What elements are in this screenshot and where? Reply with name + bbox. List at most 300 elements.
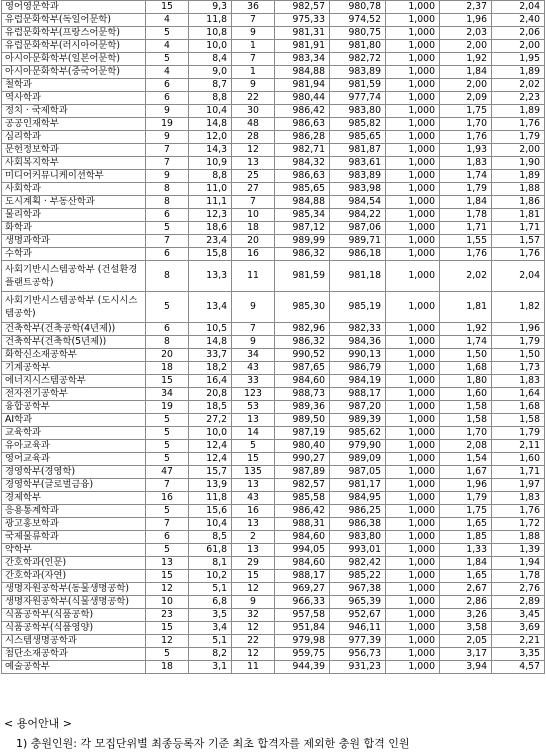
- cell-value: 7: [232, 14, 275, 27]
- cell-department: 화학과: [2, 222, 146, 235]
- cell-value: 2,09: [440, 92, 492, 105]
- cell-department: 사회기반시스템공학부 (건설환경플랜트공학): [2, 261, 146, 292]
- cell-value: 33: [232, 375, 275, 388]
- cell-value: 1,000: [386, 570, 440, 583]
- cell-value: 14,8: [189, 118, 232, 131]
- cell-department: 약학부: [2, 544, 146, 557]
- cell-value: 981,31: [275, 27, 330, 40]
- cell-value: 1,58: [440, 414, 492, 427]
- cell-value: 2,37: [440, 1, 492, 14]
- cell-value: 989,09: [330, 453, 386, 466]
- cell-value: 1,74: [440, 336, 492, 349]
- cell-value: 1,65: [440, 570, 492, 583]
- cell-value: 1,97: [492, 479, 545, 492]
- cell-value: 5: [146, 505, 189, 518]
- cell-value: 1,000: [386, 609, 440, 622]
- cell-value: 3,5: [189, 609, 232, 622]
- cell-value: 6: [146, 209, 189, 222]
- cell-value: 1,000: [386, 14, 440, 27]
- cell-value: 10,2: [189, 570, 232, 583]
- cell-value: 1,76: [492, 505, 545, 518]
- cell-value: 14: [232, 427, 275, 440]
- cell-value: 984,88: [275, 66, 330, 79]
- cell-value: 985,19: [330, 292, 386, 323]
- cell-value: 2,76: [492, 583, 545, 596]
- cell-value: 48: [232, 118, 275, 131]
- cell-value: 25: [232, 170, 275, 183]
- table-row: [2, 531, 545, 544]
- cell-value: 8,5: [189, 531, 232, 544]
- cell-value: 981,80: [330, 40, 386, 53]
- table-row: [2, 248, 545, 261]
- cell-value: 1,96: [492, 323, 545, 336]
- table-row: [2, 14, 545, 27]
- cell-value: 987,06: [330, 222, 386, 235]
- cell-value: 1,50: [492, 349, 545, 362]
- cell-value: 956,73: [330, 648, 386, 661]
- cell-value: 15: [146, 1, 189, 14]
- cell-value: 1,000: [386, 440, 440, 453]
- cell-value: 12: [232, 622, 275, 635]
- cell-value: 10,4: [189, 518, 232, 531]
- cell-department: 유럽문화학부(독일어문학): [2, 14, 146, 27]
- cell-value: 1,000: [386, 92, 440, 105]
- cell-value: 986,25: [330, 505, 386, 518]
- cell-value: 3,26: [440, 609, 492, 622]
- cell-value: 3,58: [440, 622, 492, 635]
- cell-value: 1,57: [492, 235, 545, 248]
- cell-value: 1,78: [492, 570, 545, 583]
- cell-value: 13,4: [189, 292, 232, 323]
- cell-value: 2,00: [492, 144, 545, 157]
- cell-value: 12,0: [189, 131, 232, 144]
- cell-value: 1,79: [440, 183, 492, 196]
- cell-value: 983,80: [330, 531, 386, 544]
- table-row: [2, 105, 545, 118]
- cell-value: 988,31: [275, 518, 330, 531]
- cell-value: 2,67: [440, 583, 492, 596]
- cell-value: 13: [232, 414, 275, 427]
- cell-value: 8,4: [189, 53, 232, 66]
- cell-value: 10,9: [189, 157, 232, 170]
- cell-department: 유럽문화학부(러시아어문학): [2, 40, 146, 53]
- cell-value: 13,3: [189, 261, 232, 292]
- cell-value: 986,42: [275, 505, 330, 518]
- table-row: [2, 183, 545, 196]
- cell-value: 1,72: [492, 518, 545, 531]
- cell-value: 974,52: [330, 14, 386, 27]
- cell-value: 966,33: [275, 596, 330, 609]
- table-row: [2, 362, 545, 375]
- cell-value: 1,33: [440, 544, 492, 557]
- cell-value: 1,70: [440, 118, 492, 131]
- cell-department: 생명자원공학부(동물생명공학): [2, 583, 146, 596]
- cell-value: 988,17: [275, 570, 330, 583]
- cell-value: 1,55: [440, 235, 492, 248]
- table-row: [2, 323, 545, 336]
- cell-value: 988,73: [275, 388, 330, 401]
- table-row: [2, 440, 545, 453]
- cell-value: 1,60: [440, 388, 492, 401]
- cell-value: 5: [146, 292, 189, 323]
- cell-department: 철학과: [2, 79, 146, 92]
- cell-value: 984,60: [275, 557, 330, 570]
- cell-department: 응용통계학과: [2, 505, 146, 518]
- table-row: [2, 518, 545, 531]
- cell-value: 18: [232, 222, 275, 235]
- cell-value: 15: [232, 453, 275, 466]
- cell-value: 985,30: [275, 292, 330, 323]
- cell-value: 7: [232, 53, 275, 66]
- cell-value: 34: [146, 388, 189, 401]
- cell-value: 1,000: [386, 622, 440, 635]
- cell-value: 1,89: [492, 170, 545, 183]
- cell-department: 광고홍보학과: [2, 518, 146, 531]
- cell-value: 1,76: [492, 118, 545, 131]
- cell-department: 공공인재학부: [2, 118, 146, 131]
- cell-value: 1,85: [440, 531, 492, 544]
- cell-value: 10: [232, 209, 275, 222]
- cell-value: 3,45: [492, 609, 545, 622]
- cell-department: 사회학과: [2, 183, 146, 196]
- cell-value: 18: [146, 661, 189, 674]
- cell-department: 에너지시스템공학부: [2, 375, 146, 388]
- cell-value: 987,19: [275, 427, 330, 440]
- cell-value: 6: [146, 323, 189, 336]
- cell-value: 12: [146, 583, 189, 596]
- cell-value: 1,54: [440, 453, 492, 466]
- cell-value: 1,000: [386, 557, 440, 570]
- cell-value: 36: [232, 1, 275, 14]
- table-row: [2, 453, 545, 466]
- cell-value: 985,82: [330, 118, 386, 131]
- cell-value: 1,000: [386, 427, 440, 440]
- cell-value: 2,05: [440, 635, 492, 648]
- cell-value: 27,2: [189, 414, 232, 427]
- cell-value: 19: [146, 401, 189, 414]
- cell-value: 135: [232, 466, 275, 479]
- cell-department: 경제학부: [2, 492, 146, 505]
- cell-value: 1,60: [492, 453, 545, 466]
- cell-value: 984,60: [275, 531, 330, 544]
- cell-value: 931,23: [330, 661, 386, 674]
- cell-value: 1,96: [440, 479, 492, 492]
- cell-value: 1,000: [386, 336, 440, 349]
- cell-value: 987,65: [275, 362, 330, 375]
- cell-department: 심리학과: [2, 131, 146, 144]
- cell-value: 28: [232, 131, 275, 144]
- cell-value: 5,1: [189, 635, 232, 648]
- cell-value: 33,7: [189, 349, 232, 362]
- cell-value: 986,79: [330, 362, 386, 375]
- cell-value: 989,99: [275, 235, 330, 248]
- cell-value: 1,000: [386, 105, 440, 118]
- cell-value: 9: [232, 336, 275, 349]
- cell-value: 1,000: [386, 492, 440, 505]
- cell-value: 9: [146, 170, 189, 183]
- cell-value: 1,88: [492, 183, 545, 196]
- cell-value: 982,71: [275, 144, 330, 157]
- cell-department: 아시아문화학부(일본어문학): [2, 53, 146, 66]
- table-row: [2, 66, 545, 79]
- cell-value: 1,50: [440, 349, 492, 362]
- cell-value: 984,22: [330, 209, 386, 222]
- cell-value: 984,32: [275, 157, 330, 170]
- cell-value: 10: [146, 596, 189, 609]
- cell-value: 5: [232, 440, 275, 453]
- cell-value: 10,4: [189, 105, 232, 118]
- cell-value: 18: [146, 362, 189, 375]
- cell-value: 1,82: [492, 292, 545, 323]
- cell-value: 13,9: [189, 479, 232, 492]
- table-row: [2, 466, 545, 479]
- cell-value: 18,6: [189, 222, 232, 235]
- cell-value: 946,11: [330, 622, 386, 635]
- table-row: [2, 609, 545, 622]
- cell-value: 986,38: [330, 518, 386, 531]
- cell-value: 1,000: [386, 544, 440, 557]
- table-row: [2, 479, 545, 492]
- cell-value: 979,90: [330, 440, 386, 453]
- table-row: [2, 583, 545, 596]
- cell-value: 1,000: [386, 635, 440, 648]
- cell-value: 980,40: [275, 440, 330, 453]
- cell-value: 1,000: [386, 170, 440, 183]
- cell-value: 1,76: [440, 248, 492, 261]
- cell-value: 27: [232, 183, 275, 196]
- cell-department: 첨단소재공학과: [2, 648, 146, 661]
- cell-value: 7: [146, 144, 189, 157]
- cell-department: 국제물류학과: [2, 531, 146, 544]
- cell-value: 1,84: [440, 66, 492, 79]
- cell-value: 18,5: [189, 401, 232, 414]
- cell-value: 1,000: [386, 209, 440, 222]
- cell-value: 981,59: [330, 79, 386, 92]
- cell-value: 980,78: [330, 1, 386, 14]
- cell-value: 983,89: [330, 170, 386, 183]
- cell-value: 1,000: [386, 362, 440, 375]
- cell-value: 5: [146, 414, 189, 427]
- cell-value: 12: [232, 144, 275, 157]
- cell-value: 5: [146, 427, 189, 440]
- cell-value: 1,81: [440, 292, 492, 323]
- table-row: [2, 427, 545, 440]
- cell-department: 물리학과: [2, 209, 146, 222]
- cell-value: 2,86: [440, 596, 492, 609]
- cell-department: 화학신소재공학부: [2, 349, 146, 362]
- cell-department: 사회복지학부: [2, 157, 146, 170]
- cell-value: 990,13: [330, 349, 386, 362]
- cell-value: 8,7: [189, 79, 232, 92]
- cell-value: 1,000: [386, 531, 440, 544]
- cell-value: 16: [146, 492, 189, 505]
- cell-value: 15: [146, 622, 189, 635]
- cell-department: 경영학부(글로벌금융): [2, 479, 146, 492]
- cell-value: 22: [232, 92, 275, 105]
- cell-value: 13: [146, 557, 189, 570]
- cell-value: 7: [232, 323, 275, 336]
- cell-value: 34: [232, 349, 275, 362]
- cell-department: 기계공학부: [2, 362, 146, 375]
- table-row: [2, 570, 545, 583]
- cell-value: 15: [146, 570, 189, 583]
- cell-value: 3,17: [440, 648, 492, 661]
- cell-value: 5: [146, 544, 189, 557]
- table-row: [2, 131, 545, 144]
- cell-value: 1,90: [492, 157, 545, 170]
- cell-value: 29: [232, 557, 275, 570]
- cell-value: 11,1: [189, 196, 232, 209]
- cell-value: 984,95: [330, 492, 386, 505]
- cell-value: 975,33: [275, 14, 330, 27]
- cell-value: 985,62: [330, 427, 386, 440]
- table-row: [2, 505, 545, 518]
- cell-value: 3,1: [189, 661, 232, 674]
- cell-value: 22: [232, 635, 275, 648]
- cell-value: 2,21: [492, 635, 545, 648]
- cell-value: 6: [146, 79, 189, 92]
- cell-value: 8,8: [189, 92, 232, 105]
- cell-value: 986,63: [275, 170, 330, 183]
- cell-value: 1,79: [492, 427, 545, 440]
- cell-value: 987,89: [275, 466, 330, 479]
- table-row: [2, 79, 545, 92]
- cell-value: 957,58: [275, 609, 330, 622]
- cell-value: 3,35: [492, 648, 545, 661]
- cell-department: 정치 · 국제학과: [2, 105, 146, 118]
- cell-value: 4: [146, 14, 189, 27]
- cell-value: 5: [146, 222, 189, 235]
- cell-value: 8,1: [189, 557, 232, 570]
- cell-value: 2,02: [440, 261, 492, 292]
- cell-value: 1,65: [440, 518, 492, 531]
- cell-value: 1,000: [386, 453, 440, 466]
- cell-value: 980,44: [275, 92, 330, 105]
- cell-department: 간호학과(인문): [2, 557, 146, 570]
- cell-value: 984,19: [330, 375, 386, 388]
- table-row: [2, 292, 545, 323]
- cell-value: 1,81: [492, 209, 545, 222]
- cell-value: 1,94: [492, 557, 545, 570]
- cell-value: 1,000: [386, 388, 440, 401]
- cell-department: 수학과: [2, 248, 146, 261]
- cell-department: 융합공학부: [2, 401, 146, 414]
- cell-value: 985,65: [330, 131, 386, 144]
- cell-value: 984,36: [330, 336, 386, 349]
- cell-value: 53: [232, 401, 275, 414]
- cell-department: 교육학과: [2, 427, 146, 440]
- cell-value: 2,04: [492, 261, 545, 292]
- cell-value: 15,6: [189, 505, 232, 518]
- cell-value: 1,000: [386, 505, 440, 518]
- cell-value: 1,84: [440, 557, 492, 570]
- table-row: [2, 557, 545, 570]
- table-row: [2, 661, 545, 674]
- cell-value: 1,71: [492, 466, 545, 479]
- cell-value: 986,18: [330, 248, 386, 261]
- table-row: [2, 261, 545, 292]
- cell-value: 990,27: [275, 453, 330, 466]
- cell-value: 1,75: [440, 105, 492, 118]
- cell-value: 984,60: [275, 375, 330, 388]
- cell-value: 12: [232, 648, 275, 661]
- cell-value: 12: [232, 583, 275, 596]
- cell-value: 1,67: [440, 466, 492, 479]
- terminology-notes: [4, 714, 410, 754]
- cell-value: 1,000: [386, 66, 440, 79]
- cell-value: 1,76: [440, 131, 492, 144]
- cell-department: 유럽문화학부(프랑스어문학): [2, 27, 146, 40]
- cell-value: 1,79: [492, 336, 545, 349]
- table-row: [2, 222, 545, 235]
- table-row: [2, 648, 545, 661]
- cell-department: 문헌정보학과: [2, 144, 146, 157]
- cell-value: 981,87: [330, 144, 386, 157]
- cell-value: 13: [232, 544, 275, 557]
- table-row: [2, 596, 545, 609]
- cell-value: 987,20: [330, 401, 386, 414]
- cell-value: 1,93: [440, 144, 492, 157]
- table-row: [2, 53, 545, 66]
- cell-value: 981,91: [275, 40, 330, 53]
- cell-value: 1,58: [492, 414, 545, 427]
- cell-value: 15: [232, 570, 275, 583]
- cell-value: 982,72: [330, 53, 386, 66]
- cell-value: 30: [232, 105, 275, 118]
- cell-value: 2,40: [492, 14, 545, 27]
- cell-value: 9: [232, 292, 275, 323]
- cell-value: 2,00: [440, 40, 492, 53]
- cell-value: 8: [146, 261, 189, 292]
- cell-value: 1,89: [492, 66, 545, 79]
- cell-value: 1,000: [386, 53, 440, 66]
- cell-value: 993,01: [330, 544, 386, 557]
- cell-value: 1,86: [492, 196, 545, 209]
- cell-value: 3,94: [440, 661, 492, 674]
- cell-value: 23,4: [189, 235, 232, 248]
- cell-department: 건축학부(건축공학(4년제)): [2, 323, 146, 336]
- cell-department: 미디어커뮤니케이션학부: [2, 170, 146, 183]
- cell-value: 984,54: [330, 196, 386, 209]
- cell-value: 3,69: [492, 622, 545, 635]
- table-row: [2, 157, 545, 170]
- cell-value: 8: [146, 336, 189, 349]
- cell-value: 1,000: [386, 157, 440, 170]
- cell-value: 9: [146, 105, 189, 118]
- cell-value: 16: [232, 505, 275, 518]
- cell-value: 981,59: [275, 261, 330, 292]
- cell-value: 6,8: [189, 596, 232, 609]
- cell-value: 15,8: [189, 248, 232, 261]
- cell-value: 14,8: [189, 336, 232, 349]
- cell-value: 1,000: [386, 118, 440, 131]
- cell-value: 1,000: [386, 144, 440, 157]
- cell-value: 15: [146, 375, 189, 388]
- cell-value: 6: [146, 531, 189, 544]
- cell-value: 985,22: [330, 570, 386, 583]
- cell-value: 5: [146, 440, 189, 453]
- cell-value: 9,3: [189, 1, 232, 14]
- cell-value: 13: [232, 157, 275, 170]
- cell-value: 2,00: [440, 79, 492, 92]
- cell-value: 1,92: [440, 53, 492, 66]
- cell-value: 986,63: [275, 118, 330, 131]
- cell-value: 1,000: [386, 401, 440, 414]
- cell-value: 5: [146, 648, 189, 661]
- cell-value: 5: [146, 53, 189, 66]
- cell-value: 980,75: [330, 27, 386, 40]
- cell-department: 유아교육과: [2, 440, 146, 453]
